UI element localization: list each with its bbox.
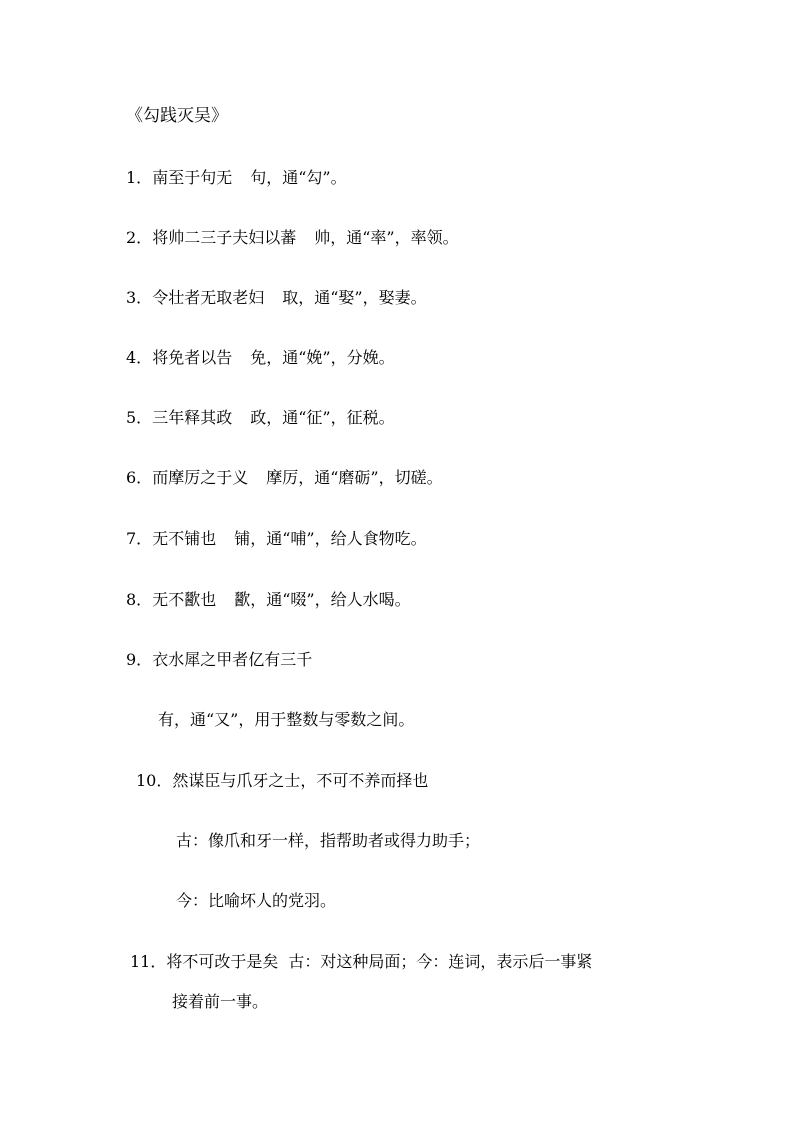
list-item bbox=[126, 348, 395, 368]
item-number: 11． bbox=[130, 952, 167, 971]
item-text: 南至于句无 bbox=[152, 168, 233, 187]
list-item bbox=[130, 952, 592, 972]
item-text: 令壮者无取老妇 bbox=[152, 288, 265, 307]
item-note: 政，通“征”，征税。 bbox=[250, 408, 395, 427]
item-text: 将免者以告 bbox=[152, 348, 233, 367]
item-number: 2． bbox=[126, 228, 153, 247]
item-number: 3． bbox=[126, 288, 153, 307]
item-text: 然谋臣与爪牙之士，不可不养而择也 bbox=[172, 771, 429, 790]
list-item bbox=[136, 771, 428, 791]
list-item bbox=[126, 228, 459, 248]
item-text: 将不可改于是矣 bbox=[166, 952, 279, 971]
item-text: 无不歠也 bbox=[152, 590, 217, 609]
item-number: 10． bbox=[136, 771, 173, 790]
item-text: 衣水犀之甲者亿有三千 bbox=[152, 650, 313, 669]
item-note: 歠，通“啜”，给人水喝。 bbox=[234, 590, 411, 609]
item-note: 古：对这种局面；今：连词，表示后一事紧 bbox=[288, 952, 593, 971]
item-note: 句，通“勾”。 bbox=[250, 168, 347, 187]
item-text: 而摩厉之于义 bbox=[152, 468, 249, 487]
item-note: 有，通“又”，用于整数与零数之间。 bbox=[158, 710, 415, 729]
item-text: 无不铺也 bbox=[152, 529, 217, 548]
item-number: 9． bbox=[126, 650, 153, 669]
item-note: 帅，通“率”，率领。 bbox=[314, 228, 459, 247]
item-number: 4． bbox=[126, 348, 153, 367]
list-item bbox=[126, 408, 395, 428]
item-note: 免，通“娩”，分娩。 bbox=[250, 348, 395, 367]
item-text: 将帅二三子夫妇以蕃 bbox=[152, 228, 297, 247]
list-item bbox=[126, 650, 312, 670]
item-note-modern: 今：比喻坏人的党羽。 bbox=[176, 891, 337, 910]
item-note-continued: 接着前一事。 bbox=[172, 992, 269, 1011]
item-note: 摩厉，通“磨砺”，切磋。 bbox=[266, 468, 443, 487]
item-number: 5． bbox=[126, 408, 153, 427]
list-item bbox=[126, 288, 427, 308]
item-number: 6． bbox=[126, 468, 153, 487]
list-item bbox=[126, 529, 427, 549]
item-number: 7． bbox=[126, 529, 153, 548]
item-note: 铺，通“哺”，给人食物吃。 bbox=[234, 529, 427, 548]
item-note: 取，通“娶”，娶妻。 bbox=[282, 288, 427, 307]
document-title: 《勾践灭吴》 bbox=[126, 106, 228, 126]
item-number: 8． bbox=[126, 590, 153, 609]
list-item bbox=[126, 468, 443, 488]
list-item bbox=[126, 590, 411, 610]
item-number: 1． bbox=[126, 168, 153, 187]
list-item bbox=[126, 168, 347, 188]
item-text: 三年释其政 bbox=[152, 408, 233, 427]
item-note-ancient: 古：像爪和牙一样，指帮助者或得力助手； bbox=[176, 831, 481, 850]
